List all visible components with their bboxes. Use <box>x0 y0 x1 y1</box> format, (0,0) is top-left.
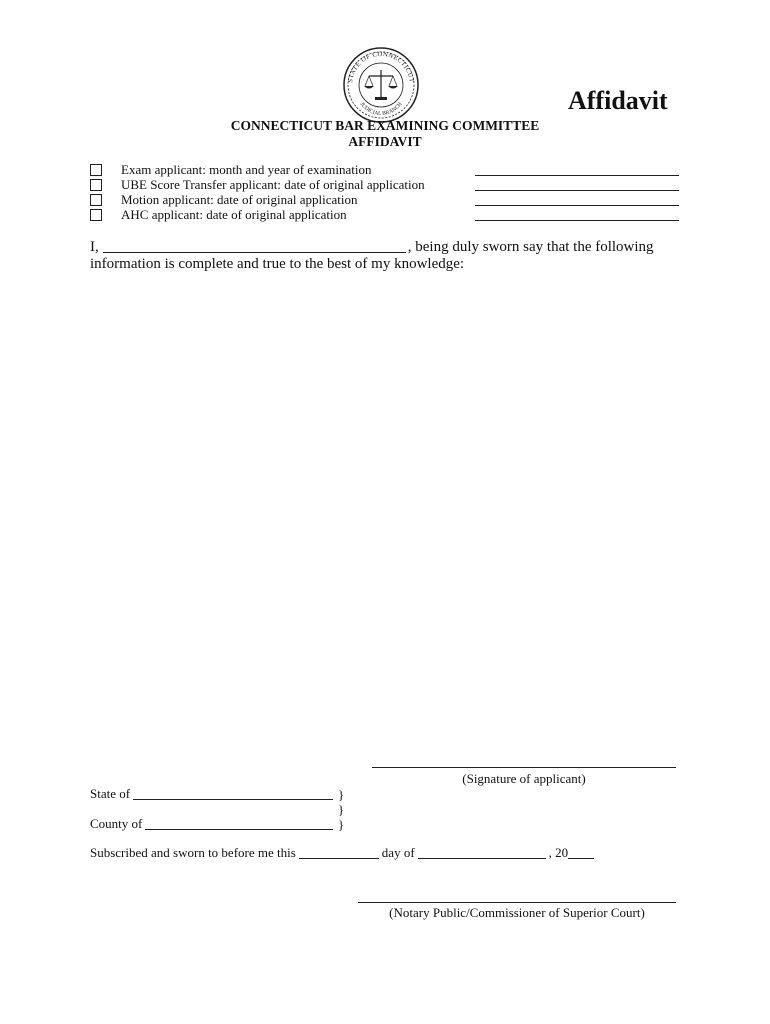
year-prefix: , 20 <box>548 845 569 860</box>
document-title: Affidavit <box>568 86 668 115</box>
state-label: State of <box>90 786 131 801</box>
state-seal-logo <box>342 46 420 124</box>
state-row <box>90 787 336 802</box>
committee-heading: CONNECTICUT BAR EXAMINING COMMITTEE <box>230 118 540 133</box>
sworn-statement <box>90 239 690 273</box>
subscribed-label: Subscribed and sworn to before me this <box>90 845 296 860</box>
option-label: Motion applicant: date of original application <box>121 192 358 207</box>
day-field[interactable] <box>299 857 379 859</box>
option-label: UBE Score Transfer applicant: date of original application <box>121 177 425 192</box>
applicant-name-field[interactable] <box>103 251 406 253</box>
option-label: AHC applicant: date of original application <box>121 207 347 222</box>
option-ube-transfer <box>90 177 425 193</box>
svg-text:JUDICIAL BRANCH: JUDICIAL BRANCH <box>358 101 404 118</box>
checkbox[interactable] <box>90 209 102 221</box>
brace: } <box>338 802 345 817</box>
option-label: Exam applicant: month and year of examination <box>121 162 372 177</box>
month-field[interactable] <box>418 857 546 859</box>
option-exam-applicant <box>90 162 372 178</box>
state-field[interactable] <box>133 798 333 800</box>
ube-date-field[interactable] <box>475 190 679 191</box>
sworn-line-2: information is complete and true to the best of my knowledge: <box>90 256 465 272</box>
affidavit-heading: AFFIDAVIT <box>348 134 422 149</box>
option-motion-applicant <box>90 192 357 208</box>
checkbox[interactable] <box>90 164 102 176</box>
motion-date-field[interactable] <box>475 205 679 206</box>
county-label: County of <box>90 816 143 831</box>
subscribed-row <box>90 846 597 861</box>
sworn-prefix: I, <box>90 239 99 255</box>
notary-signature-field[interactable] <box>358 902 676 903</box>
day-of-label: day of <box>381 845 415 860</box>
exam-date-field[interactable] <box>475 175 679 176</box>
signature-label: (Signature of applicant) <box>462 771 586 786</box>
brace: } <box>338 787 345 802</box>
notary-label: (Notary Public/Commissioner of Superior Court) <box>389 905 645 920</box>
county-row <box>90 817 336 832</box>
sworn-suffix: , being duly sworn say that the following <box>407 239 654 255</box>
signature-field[interactable] <box>372 767 676 768</box>
brace: } <box>338 817 345 832</box>
checkbox[interactable] <box>90 179 102 191</box>
year-field[interactable] <box>568 857 594 859</box>
ahc-date-field[interactable] <box>475 220 679 221</box>
option-ahc-applicant <box>90 207 347 223</box>
svg-text:STATE OF CONNECTICUT: STATE OF CONNECTICUT <box>347 50 415 84</box>
county-field[interactable] <box>145 828 333 830</box>
checkbox[interactable] <box>90 194 102 206</box>
